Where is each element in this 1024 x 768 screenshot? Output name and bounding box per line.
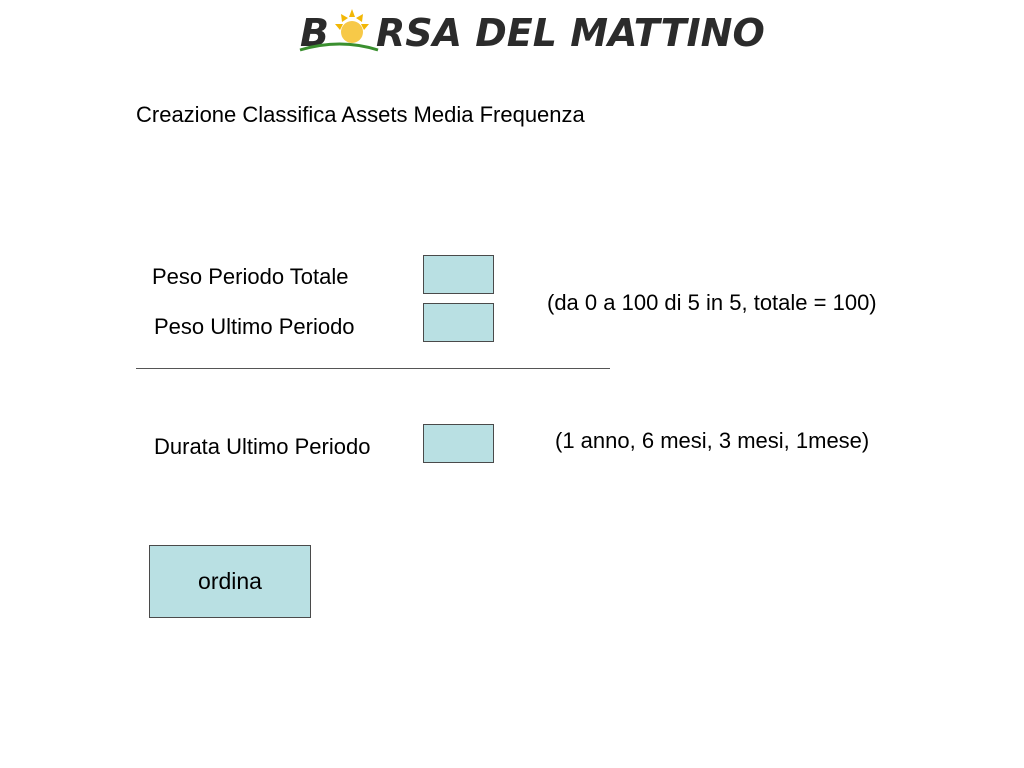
page-title: Creazione Classifica Assets Media Frequenza (136, 102, 585, 127)
section-divider (136, 368, 610, 369)
ordina-button[interactable]: ordina (149, 545, 311, 618)
peso-ultimo-periodo-input[interactable] (423, 303, 494, 342)
logo-graphic (298, 6, 765, 56)
peso-periodo-totale-input[interactable] (423, 255, 494, 294)
durata-ultimo-periodo-label: Durata Ultimo Periodo (154, 434, 371, 459)
logo-text-rest: RSA DEL MATTINO (376, 11, 765, 55)
logo-borsa-del-mattino (298, 6, 765, 56)
peso-periodo-totale-label: Peso Periodo Totale (152, 264, 349, 289)
logo-text-b: B (300, 11, 329, 55)
sun-icon (335, 9, 369, 43)
peso-hint: (da 0 a 100 di 5 in 5, totale = 100) (547, 290, 877, 315)
durata-hint: (1 anno, 6 mesi, 3 mesi, 1mese) (555, 428, 870, 453)
durata-ultimo-periodo-input[interactable] (423, 424, 494, 463)
peso-ultimo-periodo-label: Peso Ultimo Periodo (154, 314, 355, 339)
